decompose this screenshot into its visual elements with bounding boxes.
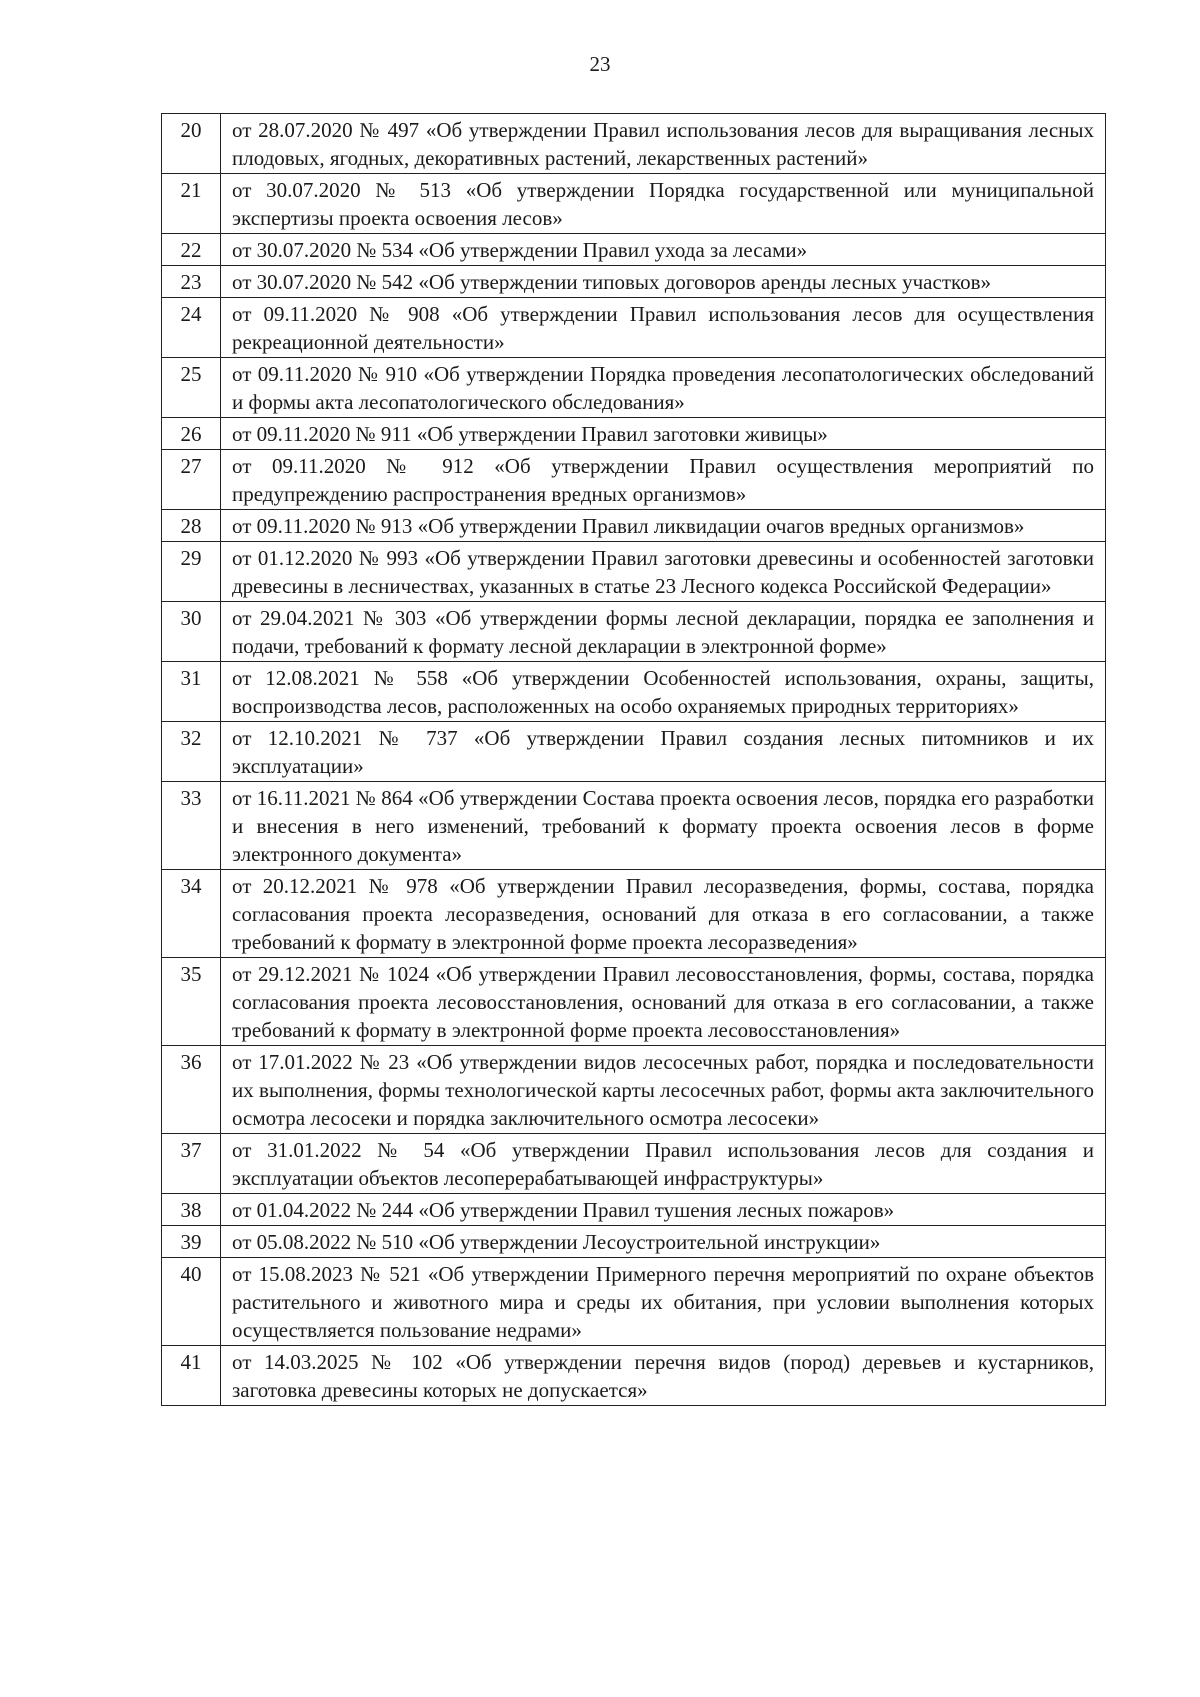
row-text: от 29.04.2021 № 303 «Об утверждении формы лесной декларации, порядка ее заполнения и подачи, требований к формату лесной декларации в электронной форме» (221, 602, 1106, 662)
table-row (162, 234, 1106, 266)
table-row (162, 782, 1106, 870)
table-row (162, 114, 1106, 174)
row-number: 27 (162, 450, 221, 510)
row-number: 26 (162, 418, 221, 450)
row-number: 24 (162, 298, 221, 358)
table-row (162, 510, 1106, 542)
row-text: от 29.12.2021 № 1024 «Об утверждении Правил лесовосстановления, формы, состава, порядка согласования проекта лесовосстановления, оснований для отказа в его согласовании, а также требований к формату в электронной форме проекта лесовосстановления» (221, 958, 1106, 1046)
table-row (162, 174, 1106, 234)
row-number: 30 (162, 602, 221, 662)
row-number: 38 (162, 1194, 221, 1226)
table-row (162, 1134, 1106, 1194)
table-row (162, 870, 1106, 958)
row-text: от 28.07.2020 № 497 «Об утверждении Правил использования лесов для выращивания лесных плодовых, ягодных, декоративных растений, лекарственных растений» (221, 114, 1106, 174)
table-row (162, 958, 1106, 1046)
row-text: от 09.11.2020 № 912 «Об утверждении Правил осуществления мероприятий по предупреждению распространения вредных организмов» (221, 450, 1106, 510)
table-row (162, 450, 1106, 510)
row-text: от 30.07.2020 № 542 «Об утверждении типовых договоров аренды лесных участков» (221, 266, 1106, 298)
row-text: от 30.07.2020 № 513 «Об утверждении Порядка государственной или муниципальной экспертизы проекта освоения лесов» (221, 174, 1106, 234)
row-text: от 17.01.2022 № 23 «Об утверждении видов лесосечных работ, порядка и последовательности их выполнения, формы технологической карты лесосечных работ, формы акта заключительного осмотра лесосеки и порядка заключительного осмотра лесосеки» (221, 1046, 1106, 1134)
row-number: 23 (162, 266, 221, 298)
row-number: 41 (162, 1346, 221, 1406)
row-number: 20 (162, 114, 221, 174)
table-row (162, 418, 1106, 450)
row-number: 39 (162, 1226, 221, 1258)
table-row (162, 1046, 1106, 1134)
row-number: 40 (162, 1258, 221, 1346)
row-number: 25 (162, 358, 221, 418)
row-text: от 15.08.2023 № 521 «Об утверждении Примерного перечня мероприятий по охране объектов растительного и животного мира и среды их обитания, при условии выполнения которых осуществляется пользование недрами» (221, 1258, 1106, 1346)
row-number: 29 (162, 542, 221, 602)
row-number: 33 (162, 782, 221, 870)
table-row (162, 298, 1106, 358)
row-text: от 30.07.2020 № 534 «Об утверждении Правил ухода за лесами» (221, 234, 1106, 266)
table-row (162, 266, 1106, 298)
row-text: от 09.11.2020 № 911 «Об утверждении Правил заготовки живицы» (221, 418, 1106, 450)
row-number: 21 (162, 174, 221, 234)
row-text: от 01.12.2020 № 993 «Об утверждении Правил заготовки древесины и особенностей заготовки древесины в лесничествах, указанных в статье 23 Лесного кодекса Российской Федерации» (221, 542, 1106, 602)
table-row (162, 1194, 1106, 1226)
row-text: от 09.11.2020 № 913 «Об утверждении Правил ликвидации очагов вредных организмов» (221, 510, 1106, 542)
row-number: 36 (162, 1046, 221, 1134)
row-text: от 20.12.2021 № 978 «Об утверждении Правил лесоразведения, формы, состава, порядка согласования проекта лесоразведения, оснований для отказа в его согласовании, а также требований к формату в электронной форме проекта лесоразведения» (221, 870, 1106, 958)
legal-acts-table-body (162, 114, 1106, 1406)
row-text: от 16.11.2021 № 864 «Об утверждении Состава проекта освоения лесов, порядка его разработки и внесения в него изменений, требований к формату проекта освоения лесов в форме электронного документа» (221, 782, 1106, 870)
legal-acts-table (161, 113, 1106, 1406)
row-text: от 31.01.2022 № 54 «Об утверждении Правил использования лесов для создания и эксплуатации объектов лесоперерабатывающей инфраструктуры» (221, 1134, 1106, 1194)
table-row (162, 1226, 1106, 1258)
row-text: от 09.11.2020 № 908 «Об утверждении Правил использования лесов для осуществления рекреационной деятельности» (221, 298, 1106, 358)
page-number: 23 (589, 52, 611, 76)
row-number: 32 (162, 722, 221, 782)
row-number: 37 (162, 1134, 221, 1194)
table-row (162, 722, 1106, 782)
table-row (162, 1258, 1106, 1346)
row-text: от 14.03.2025 № 102 «Об утверждении перечня видов (пород) деревьев и кустарников, заготовка древесины которых не допускается» (221, 1346, 1106, 1406)
table-row (162, 358, 1106, 418)
row-text: от 09.11.2020 № 910 «Об утверждении Порядка проведения лесопатологических обследований и формы акта лесопатологического обследования» (221, 358, 1106, 418)
table-row (162, 662, 1106, 722)
row-text: от 12.10.2021 № 737 «Об утверждении Правил создания лесных питомников и их эксплуатации» (221, 722, 1106, 782)
table-row (162, 602, 1106, 662)
row-number: 35 (162, 958, 221, 1046)
table-row (162, 1346, 1106, 1406)
row-number: 28 (162, 510, 221, 542)
row-text: от 05.08.2022 № 510 «Об утверждении Лесоустроительной инструкции» (221, 1226, 1106, 1258)
row-number: 31 (162, 662, 221, 722)
table-row (162, 542, 1106, 602)
row-text: от 01.04.2022 № 244 «Об утверждении Правил тушения лесных пожаров» (221, 1194, 1106, 1226)
row-number: 22 (162, 234, 221, 266)
row-number: 34 (162, 870, 221, 958)
row-text: от 12.08.2021 № 558 «Об утверждении Особенностей использования, охраны, защиты, воспроизводства лесов, расположенных на особо охраняемых природных территориях» (221, 662, 1106, 722)
